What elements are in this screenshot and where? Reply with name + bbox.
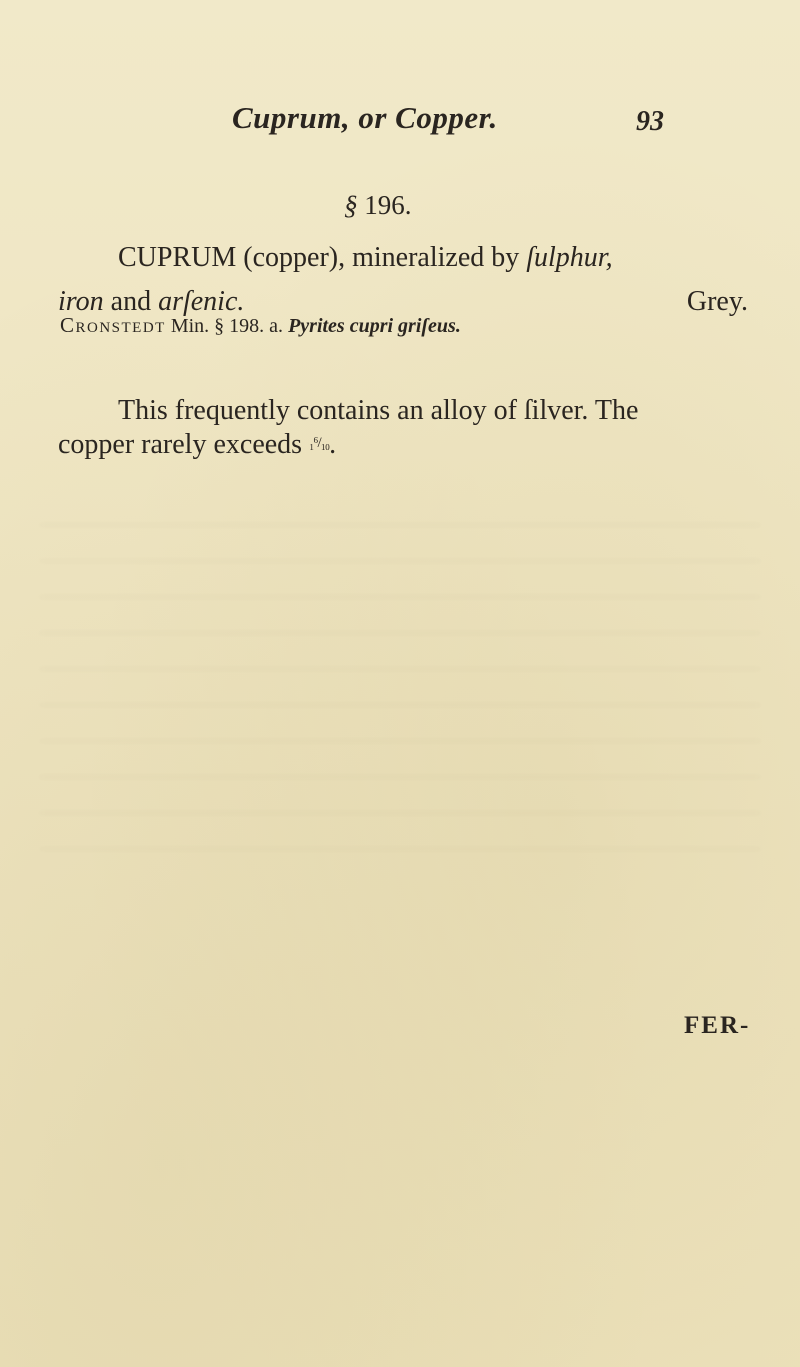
paragraph-line-2-text: copper rarely exceeds [58,429,310,460]
running-title: Cuprum, or Copper. [232,100,498,135]
fraction-value: ₁⁶/₁₀ [309,435,330,451]
paragraph-line-1: This frequently contains an alloy of ſilver. The [118,395,639,426]
section-number [344,190,412,221]
section-sign: § [344,190,358,220]
show-through-texture [40,520,760,850]
page-header [0,100,800,150]
arsenic-term: arſenic. [158,286,245,317]
entry-line-1 [58,236,748,280]
description-paragraph [58,394,758,462]
entry-line-1-text: CUPRUM (copper), mineralized by [118,242,527,273]
reference-line [60,313,750,338]
paragraph-line-2-end: . [329,429,337,460]
reference-author: Cronstedt [60,313,166,337]
catchword: FER- [684,1012,751,1039]
color-grey: Grey. [686,286,748,317]
paragraph-line-2 [58,428,758,462]
entry-and: and [103,286,159,317]
section-number-value: 196. [364,190,412,220]
mineral-entry [58,236,748,324]
reference-work: Min. § 198. a. [165,315,289,337]
page-number: 93 [636,106,664,137]
sulphur-term: ſulphur, [526,242,613,273]
reference-name: Pyrites cupri griſeus. [288,315,461,337]
iron-term: iron [58,286,104,317]
